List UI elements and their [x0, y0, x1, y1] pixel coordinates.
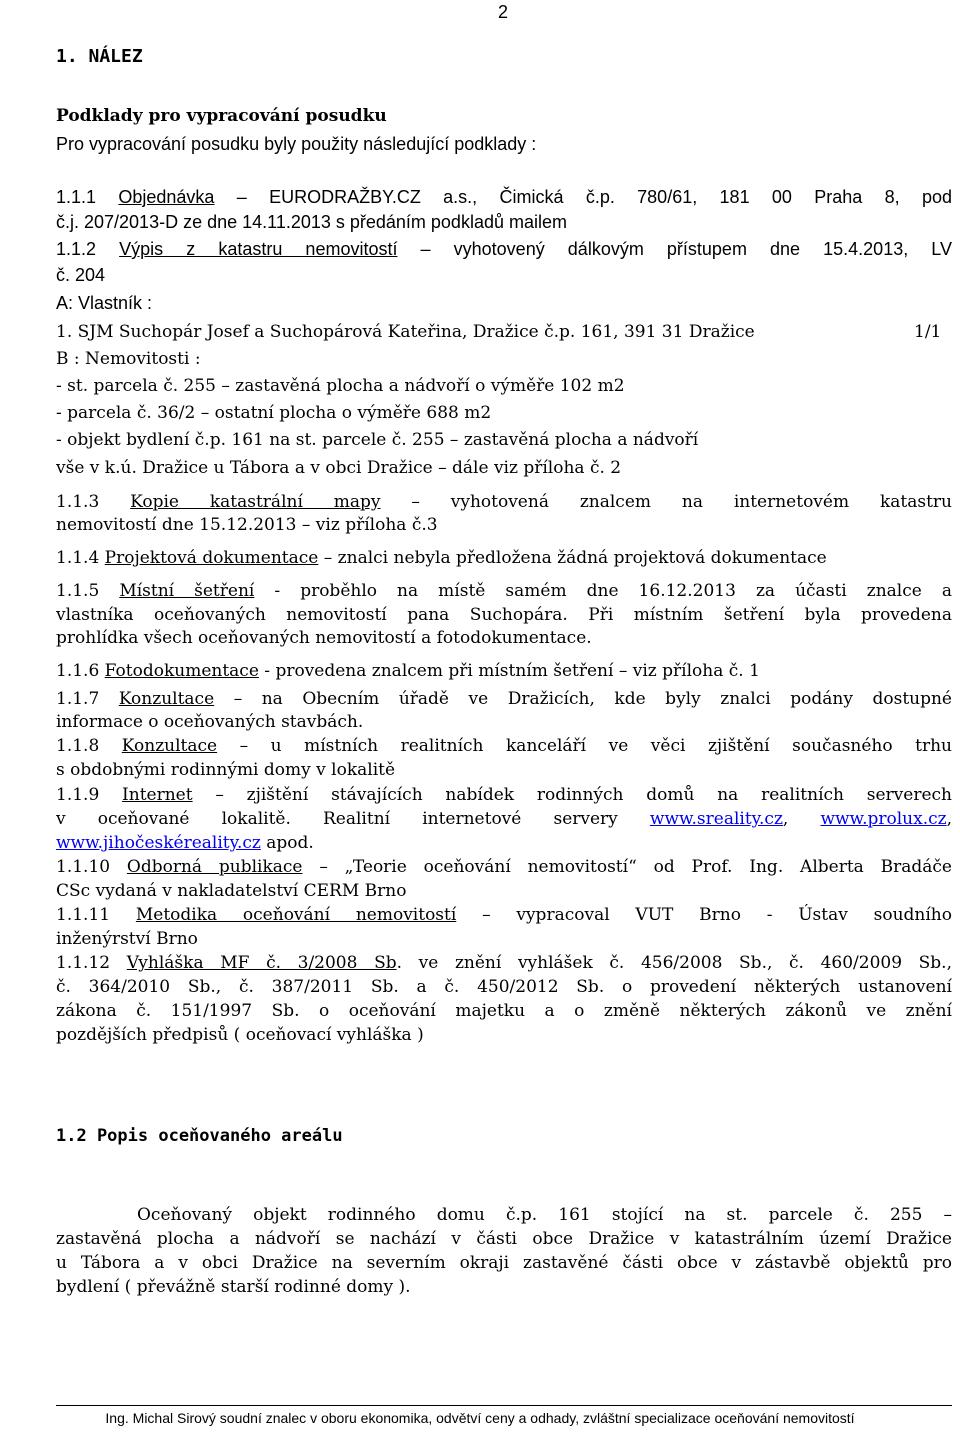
item-1112-line2: č. 364/2010 Sb., č. 387/2011 Sb. a č. 450/2012 Sb. o provedení některých ustanovení	[56, 977, 952, 997]
item-113-line2: nemovitostí dne 15.12.2013 – viz příloha č.3	[56, 515, 438, 535]
popis-line2: zastavěná plocha a nádvoří se nachází v části obce Dražice v katastrálním území Dražice	[56, 1229, 952, 1249]
item-1112-line4: pozdějších předpisů ( oceňovací vyhláška )	[56, 1025, 424, 1045]
property-parcel-36-2: - parcela č. 36/2 – ostatní plocha o výměře 688 m2	[56, 403, 492, 423]
owner-label: A: Vlastník :	[56, 293, 153, 313]
item-113-title: Kopie katastrální mapy	[130, 492, 381, 512]
popis-line4: bydlení ( převážně starší rodinné domy ).	[56, 1277, 411, 1297]
item-117-line1: 1.1.7 Konzultace – na Obecním úřadě ve Dražicích, kde byly znalci podány dostupné	[56, 689, 952, 709]
item-1110-title: Odborná publikace	[126, 857, 303, 877]
item-117-line2: informace o oceňovaných stavbách.	[56, 712, 364, 732]
footer-rule	[56, 1405, 952, 1406]
item-114-title: Projektová dokumentace	[104, 548, 319, 568]
owner-share: 1/1	[914, 322, 942, 342]
item-117-title: Konzultace	[118, 689, 215, 709]
popis-line1: Oceňovaný objekt rodinného domu č.p. 161 stojící na st. parcele č. 255 –	[137, 1205, 952, 1225]
item-1112-line1: 1.1.12 Vyhláška MF č. 3/2008 Sb. ve znění vyhlášek č. 456/2008 Sb., č. 460/2009 Sb.,	[56, 953, 952, 973]
link-jihoceskereality[interactable]: www.jihočeskéreality.cz	[56, 833, 261, 853]
subheading-podklady: Podklady pro vypracování posudku	[56, 106, 387, 126]
link-sreality[interactable]: www.sreality.cz	[649, 809, 783, 829]
item-119-title: Internet	[122, 785, 193, 805]
item-1111-line1: 1.1.11 Metodika oceňování nemovitostí – vypracoval VUT Brno - Ústav soudního	[56, 905, 952, 925]
item-116-title: Fotodokumentace	[104, 661, 259, 681]
item-115-line1: 1.1.5 Místní šetření - proběhlo na místě samém dne 16.12.2013 za účasti znalce a	[56, 581, 952, 601]
item-118-line1: 1.1.8 Konzultace – u místních realitních kanceláří ve věci zjištění současného trhu	[56, 736, 952, 756]
item-116-line1: 1.1.6 Fotodokumentace - provedena znalcem při místním šetření – viz příloha č. 1	[56, 661, 760, 681]
item-119-line1: 1.1.9 Internet – zjištění stávajících nabídek rodinných domů na realitních serverech	[56, 785, 952, 805]
link-prolux[interactable]: www.prolux.cz	[820, 809, 947, 829]
item-115-line2: vlastníka oceňovaných nemovitostí pana Suchopára. Při místním šetření byla provedena	[56, 605, 952, 625]
item-111-title: Objednávka	[118, 187, 215, 207]
property-location: vše v k.ú. Dražice u Tábora a v obci Dražice – dále viz příloha č. 2	[56, 458, 622, 478]
item-115-line3: prohlídka všech oceňovaných nemovitostí a fotodokumentace.	[56, 628, 592, 648]
item-112-line2: č. 204	[56, 265, 106, 285]
section-heading-popis: 1.2 Popis oceňovaného areálu	[56, 1126, 343, 1146]
item-1111-line2: inženýrství Brno	[56, 929, 198, 949]
item-112-line1: 1.1.2 Výpis z katastru nemovitostí – vyhotovený dálkovým přístupem dne 15.4.2013, LV	[56, 239, 952, 259]
footer-text: Ing. Michal Sirový soudní znalec v oboru ekonomika, odvětví ceny a odhady, zvláštní specializace oceňování nemovitostí	[105, 1410, 855, 1426]
intro-text: Pro vypracování posudku byly použity následující podklady :	[56, 134, 537, 154]
item-118-line2: s obdobnými rodinnými domy v lokalitě	[56, 760, 396, 780]
item-118-title: Konzultace	[121, 736, 218, 756]
item-111-line1: 1.1.1 Objednávka – EURODRAŽBY.CZ a.s., Čimická č.p. 780/61, 181 00 Praha 8, pod	[56, 187, 952, 207]
item-1111-title: Metodika oceňování nemovitostí	[135, 905, 457, 925]
item-115-title: Místní šetření	[119, 581, 255, 601]
item-113-line1: 1.1.3 Kopie katastrální mapy – vyhotovená znalcem na internetovém katastru	[56, 492, 952, 512]
owner-entry: 1. SJM Suchopár Josef a Suchopárová Kateřina, Dražice č.p. 161, 391 31 Dražice	[56, 322, 755, 342]
item-1112-title: Vyhláška MF č. 3/2008 Sb	[126, 953, 397, 973]
item-114-line1: 1.1.4 Projektová dokumentace – znalci nebyla předložena žádná projektová dokumentace	[56, 548, 827, 568]
item-119-line3: www.jihočeskéreality.cz apod.	[56, 833, 314, 853]
popis-line3: u Tábora a v obci Dražice na severním okraji zastavěné části obce v zástavbě objektů pro	[56, 1253, 952, 1273]
property-building-161: - objekt bydlení č.p. 161 na st. parcele č. 255 – zastavěná plocha a nádvoří	[56, 430, 699, 450]
property-parcel-255: - st. parcela č. 255 – zastavěná plocha a nádvoří o výměře 102 m2	[56, 376, 625, 396]
page-number: 2	[498, 2, 509, 22]
item-111-line2: č.j. 207/2013-D ze dne 14.11.2013 s předáním podkladů mailem	[56, 212, 567, 232]
item-1110-line2: CSc vydaná v nakladatelství CERM Brno	[56, 881, 407, 901]
item-119-line2: v oceňované lokalitě. Realitní internetové servery www.sreality.cz, www.prolux.cz,	[56, 809, 952, 829]
item-112-title: Výpis z katastru nemovitostí	[119, 239, 398, 259]
property-label: B : Nemovitosti :	[56, 349, 201, 369]
section-heading-nalez: 1. NÁLEZ	[56, 46, 143, 67]
item-1110-line1: 1.1.10 Odborná publikace – „Teorie oceňování nemovitostí“ od Prof. Ing. Alberta Bradáče	[56, 857, 952, 877]
item-1112-line3: zákona č. 151/1997 Sb. o oceňování majetku a o změně některých zákonů ve znění	[56, 1001, 952, 1021]
